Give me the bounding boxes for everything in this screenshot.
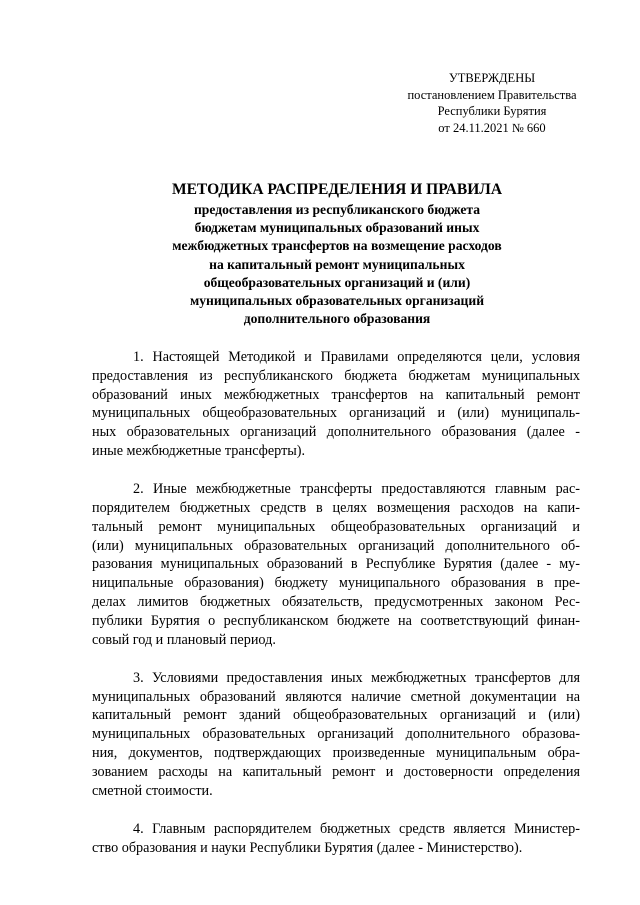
paragraph-line: делах лимитов бюджетных обязательств, предусмотренных законом Рес- bbox=[92, 593, 580, 610]
paragraph-line: ных образовательных организаций дополнительного образования (далее - bbox=[92, 424, 580, 441]
title-line: дополнительного образования bbox=[243, 311, 431, 327]
approval-stamp bbox=[392, 70, 592, 136]
title-line: муниципальных образовательных организаций bbox=[189, 293, 485, 309]
approval-line: УТВЕРЖДЕНЫ bbox=[448, 71, 536, 85]
title-main: МЕТОДИКА РАСПРЕДЕЛЕНИЯ И ПРАВИЛА bbox=[171, 181, 503, 198]
paragraph-line: муниципальных общеобразовательных организаций и (или) муниципаль- bbox=[92, 405, 580, 422]
paragraph-line: разования муниципальных образований в Республике Бурятия (далее - му- bbox=[92, 556, 580, 573]
approval-line: Республики Бурятия bbox=[437, 104, 547, 118]
paragraph-1 bbox=[92, 348, 580, 461]
paragraph-line: иные межбюджетные трансферты). bbox=[92, 442, 306, 459]
paragraph-line: 3. Условиями предоставления иных межбюджетных трансфертов для bbox=[133, 669, 580, 686]
paragraph-line: 1. Настоящей Методикой и Правилами определяются цели, условия bbox=[133, 349, 580, 365]
paragraph-line: сметной стоимости. bbox=[92, 782, 213, 799]
paragraph-2 bbox=[92, 480, 580, 649]
title-line: общеобразовательных организаций и (или) bbox=[203, 274, 471, 290]
paragraph-line: зованием расходы на капитальный ремонт и достоверности определения bbox=[92, 763, 580, 780]
title-line: межбюджетных трансфертов на возмещение расходов bbox=[172, 238, 502, 254]
paragraph-line: муниципальных образований являются наличие сметной документации на bbox=[92, 688, 580, 705]
paragraph-line: публики Бурятия о республиканском бюджете на соответствующий финан- bbox=[92, 612, 580, 629]
paragraph-line: ство образования и науки Республики Бурятия (далее - Министерство). bbox=[92, 839, 523, 856]
paragraph-line: порядителем бюджетных средств в целях возмещения расходов на капи- bbox=[92, 499, 580, 516]
paragraph-line: 4. Главным распорядителем бюджетных средств является Министер- bbox=[133, 820, 580, 837]
document-title bbox=[90, 180, 584, 328]
approval-line: постановлением Правительства bbox=[407, 87, 577, 102]
paragraph-line: ния, документов, подтверждающих произведенные муниципальным обра- bbox=[92, 744, 580, 761]
title-line: бюджетам муниципальных образований иных bbox=[194, 220, 480, 236]
paragraph-3 bbox=[92, 669, 580, 801]
paragraph-line: тальный ремонт муниципальных общеобразовательных организаций и bbox=[92, 518, 580, 535]
paragraph-line: (или) муниципальных образовательных организаций дополнительного об- bbox=[92, 537, 580, 554]
paragraph-line: ниципальные образования) бюджету муниципального образования в пре- bbox=[92, 575, 580, 592]
paragraph-line: муниципальных образовательных организаций дополнительного образова- bbox=[92, 726, 580, 743]
paragraph-line: капитальный ремонт зданий общеобразовательных организаций и (или) bbox=[92, 707, 580, 724]
paragraph-line: образований иных межбюджетных трансфертов на капитальный ремонт bbox=[92, 386, 580, 403]
title-line: на капитальный ремонт муниципальных bbox=[209, 256, 465, 272]
paragraph-line: совый год и плановый период. bbox=[92, 631, 276, 648]
paragraph-line: 2. Иные межбюджетные трансферты предоставляются главным рас- bbox=[133, 481, 580, 498]
approval-line: от 24.11.2021 № 660 bbox=[438, 120, 546, 135]
paragraph-4 bbox=[92, 820, 580, 858]
paragraph-line: предоставления из республиканского бюджета бюджетам муниципальных bbox=[92, 367, 580, 384]
title-subtitle bbox=[90, 201, 584, 328]
title-line: предоставления из республиканского бюджета bbox=[193, 202, 481, 217]
document-body bbox=[92, 348, 580, 877]
